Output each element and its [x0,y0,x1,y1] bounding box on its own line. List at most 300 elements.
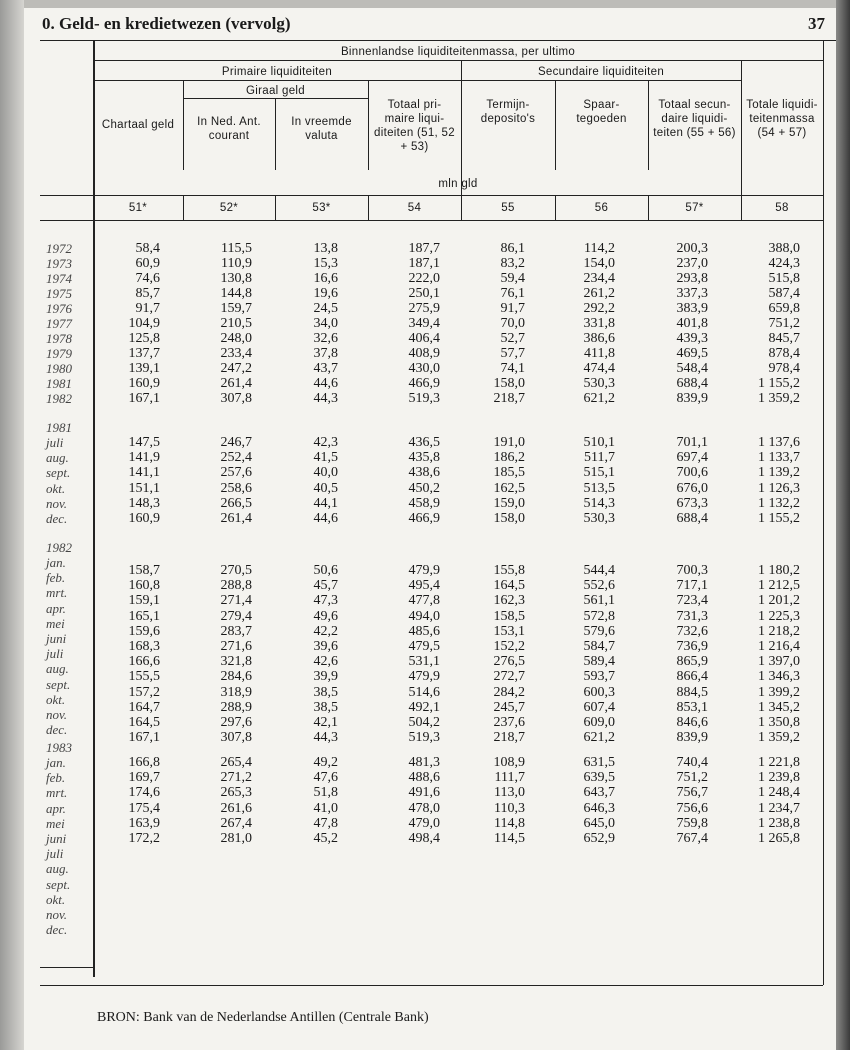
table-cell: 515,8 [768,271,800,286]
table-cell: 86,1 [500,241,525,256]
table-cell: 495,4 [408,578,440,594]
table-cell: 157,2 [128,684,160,700]
table-cell: 166,8 [128,755,160,770]
table-cell: 83,2 [500,256,525,271]
table-cell: 498,4 [408,831,440,846]
table-cell: 245,7 [493,699,525,715]
table-cell: 530,3 [583,511,615,526]
row-label: 1982 [46,391,72,406]
table-cell: 144,8 [220,286,252,301]
table-cell: 44,3 [313,391,338,406]
table-cell: 164,5 [128,715,160,730]
table-cell: 58,4 [135,241,160,256]
table-cell: 865,9 [676,654,708,670]
table-cell: 115,5 [221,241,252,256]
table-cell: 187,7 [408,241,440,256]
table-cell: 466,9 [408,511,440,526]
table-cell: 1 155,2 [758,376,800,391]
table-cell: 552,6 [583,578,615,594]
row-label: jan. [46,755,66,770]
table-cell: 1 201,2 [758,593,800,609]
super-header: Binnenlandse liquiditeitenmassa, per ultimo [340,46,576,58]
rule-col-58 [741,60,742,220]
table-cell: 673,3 [676,495,708,511]
unit-label: mln gld [438,178,478,190]
table-cell: 160,9 [128,511,160,526]
table-cell: 158,5 [493,608,525,624]
row-label: feb. [46,570,66,586]
block-year: 1982 [46,540,72,555]
table-cell: 697,4 [676,450,708,466]
row-label: apr. [46,600,66,616]
column-number: 56 [594,202,609,214]
table-cell: 411,8 [584,346,615,361]
column-header: In Ned. Ant. courant [197,116,261,142]
table-cell: 723,4 [676,593,708,609]
table-cell: 60,9 [135,256,160,271]
group-primary-header: Primaire liquiditeiten [221,66,333,78]
table-cell: 717,1 [676,578,708,594]
source-label: BRON: [97,1010,140,1025]
table-cell: 514,6 [408,684,440,700]
table-cell: 1 139,2 [758,465,800,481]
table-cell: 1 345,2 [758,699,800,715]
table-cell: 49,2 [313,755,338,770]
table-cell: 466,9 [408,376,440,391]
column-header: Chartaal geld [101,119,175,131]
table-cell: 74,6 [135,271,160,286]
table-cell: 652,9 [583,831,615,846]
table-cell: 257,6 [220,465,252,481]
row-label: mrt. [46,585,68,601]
table-cell: 1 234,7 [758,800,800,816]
table-cell: 1 359,2 [758,391,800,406]
table-cell: 511,7 [584,450,615,466]
rule-colnums [40,220,823,221]
row-label: okt. [46,891,66,907]
table-cell: 494,0 [408,608,440,624]
table-cell: 40,0 [313,465,338,481]
column-number: 53* [312,202,331,214]
table-cell: 47,3 [313,593,338,609]
table-cell: 261,2 [583,286,615,301]
table-cell: 74,1 [500,361,525,376]
column-number: 58 [775,202,789,214]
row-label: 1980 [46,361,72,376]
table-cell: 276,5 [493,654,525,670]
table-cell: 16,6 [313,271,338,286]
row-label: juni [46,831,67,846]
table-cell: 42,1 [313,715,338,730]
table-cell: 688,4 [676,511,708,526]
table-cell: 1 399,2 [758,684,800,700]
table-cell: 839,9 [676,391,708,406]
table-cell: 515,1 [583,465,615,481]
table-cell: 44,3 [313,730,338,746]
table-cell: 1 155,2 [758,511,800,526]
rule-col [648,80,649,170]
row-label: sept. [46,676,71,692]
table-cell: 51,8 [313,785,338,801]
table-cell: 621,2 [583,730,615,746]
row-label: 1976 [46,301,72,316]
table-cell: 108,9 [493,755,525,770]
table-cell: 1 238,8 [758,815,800,831]
table-cell: 110,3 [494,800,525,816]
table-cell: 44,6 [313,376,338,391]
table-cell: 271,4 [220,593,252,609]
table-cell: 111,7 [494,770,525,786]
table-cell: 589,4 [583,654,615,670]
row-label: mei [46,615,65,631]
table-cell: 218,7 [493,391,525,406]
rule-stub-bottom [40,967,93,968]
page-number: 37 [808,14,825,33]
table-cell: 401,8 [676,316,708,331]
table-cell: 267,4 [220,815,252,831]
row-label: aug. [46,861,69,877]
table-cell: 91,7 [500,301,525,316]
table-cell: 584,7 [583,639,615,654]
table-cell: 479,0 [408,815,440,831]
table-cell: 271,6 [220,639,252,654]
table-cell: 104,9 [128,316,160,331]
table-cell: 114,5 [494,831,525,846]
table-cell: 288,8 [220,578,252,594]
table-cell: 158,0 [493,376,525,391]
table-cell: 544,4 [583,563,615,578]
table-cell: 34,0 [313,316,338,331]
table-cell: 233,4 [220,346,252,361]
table-cell: 158,0 [493,511,525,526]
row-label: 1974 [46,271,72,286]
table-cell: 114,2 [584,241,615,256]
table-cell: 1 126,3 [758,480,800,496]
table-cell: 430,0 [408,361,440,376]
table-cell: 45,2 [313,831,338,846]
table-cell: 477,8 [408,593,440,609]
table-cell: 1 225,3 [758,608,800,624]
table-cell: 49,6 [313,608,338,624]
table-cell: 164,7 [128,699,160,715]
table-cell: 152,2 [493,639,525,654]
table-cell: 1 265,8 [758,831,800,846]
column-number: 52* [219,202,239,214]
rule-group-split [461,60,462,220]
table-cell: 248,0 [220,331,252,346]
row-label: nov. [46,907,68,922]
table-cell: 114,8 [494,815,525,831]
table-cell: 293,8 [676,271,708,286]
table-cell: 1 216,4 [758,639,800,654]
row-label: nov. [46,707,68,722]
row-label: 1978 [46,331,72,346]
table-cell: 700,3 [676,563,708,578]
table-cell: 548,4 [676,361,708,376]
table-cell: 485,6 [408,623,440,639]
table-cell: 159,6 [128,623,160,639]
table-cell: 688,4 [676,376,708,391]
table-cell: 42,2 [313,623,338,639]
table-cell: 866,4 [676,669,708,685]
table-cell: 756,6 [676,800,708,816]
table-cell: 1 350,8 [758,715,800,730]
row-label: juli [46,646,64,662]
table-cell: 846,6 [676,715,708,730]
table-cell: 261,4 [220,511,252,526]
table-cell: 252,4 [220,450,252,466]
row-label: 1981 [46,376,72,391]
table-cell: 1 397,0 [758,654,800,670]
row-label: mei [46,815,65,831]
table-cell: 174,6 [128,785,160,801]
table-cell: 491,6 [408,785,440,801]
column-header: Termijn- deposito's [480,99,536,125]
table-cell: 47,8 [313,815,338,831]
table-cell: 266,5 [220,495,252,511]
row-label: juli [46,435,64,450]
table-cell: 639,5 [583,770,615,786]
table-cell: 450,2 [408,480,440,496]
table-cell: 481,3 [408,755,440,770]
table-cell: 853,1 [676,699,708,715]
table-cell: 572,8 [583,608,615,624]
table-cell: 288,9 [220,699,252,715]
table-cell: 645,0 [583,815,615,831]
table-cell: 38,5 [313,684,338,700]
row-label: aug. [46,450,69,466]
table-cell: 1 218,2 [758,623,800,639]
table-cell: 321,8 [220,654,252,670]
table-cell: 839,9 [676,730,708,746]
table-cell: 281,0 [220,831,252,846]
table-cell: 767,4 [676,831,708,846]
column-header: Totaal secun- daire liquidi- teiten (55 + 56) [653,99,736,139]
table-cell: 283,7 [220,623,252,639]
table-cell: 279,4 [220,608,252,624]
block-year: 1981 [46,420,72,435]
table-cell: 609,0 [583,715,615,730]
table-cell: 270,5 [220,563,252,578]
table-cell: 175,4 [128,800,160,816]
table-cell: 337,3 [676,286,708,301]
table-cell: 579,6 [583,623,615,639]
table-cell: 76,1 [500,286,525,301]
table-cell: 643,7 [583,785,615,801]
table-cell: 479,9 [408,669,440,685]
table-cell: 147,5 [128,435,160,450]
row-label: okt. [46,691,66,707]
table-cell: 42,6 [313,654,338,670]
row-label: juli [46,846,64,862]
table-cell: 732,6 [676,623,708,639]
table-cell: 479,9 [408,563,440,578]
table-cell: 884,5 [676,684,708,700]
table-cell: 39,6 [313,639,338,654]
table-cell: 1 346,3 [758,669,800,685]
row-label: 1977 [46,316,72,331]
table-cell: 593,7 [583,669,615,685]
table-cell: 186,2 [493,450,525,466]
row-label: 1972 [46,241,72,256]
table-cell: 19,6 [313,286,338,301]
table-cell: 435,8 [408,450,440,466]
table-cell: 607,4 [583,699,615,715]
table-cell: 438,6 [408,465,440,481]
table-cell: 160,8 [128,578,160,594]
table-cell: 272,7 [493,669,525,685]
table-cell: 222,0 [408,271,440,286]
row-label: okt. [46,480,66,496]
row-label: sept. [46,876,71,892]
table-cell: 42,3 [313,435,338,450]
table-cell: 1 133,7 [758,450,800,466]
table-cell: 701,1 [676,435,708,450]
rule-col [275,98,276,170]
table-cell: 646,3 [583,800,615,816]
table-cell: 386,6 [583,331,615,346]
table-cell: 621,2 [583,391,615,406]
column-number: 51* [128,202,148,214]
table-cell: 510,1 [583,435,615,450]
table-cell: 24,5 [313,301,338,316]
table-cell: 166,6 [128,654,160,670]
table-cell: 141,9 [128,450,160,466]
rule-col [555,80,556,170]
column-header: Totaal pri- maire liqui- diteiten (51, 52 + 53) [374,99,455,153]
row-label: sept. [46,465,71,481]
table-cell: 52,7 [500,331,525,346]
table-cell: 160,9 [128,376,160,391]
table-cell: 265,3 [220,785,252,801]
table-cell: 169,7 [128,770,160,786]
table-cell: 731,3 [676,608,708,624]
table-cell: 162,5 [493,480,525,496]
table-cell: 458,9 [408,495,440,511]
table-cell: 162,3 [493,593,525,609]
table-cell: 37,8 [313,346,338,361]
table-cell: 1 212,5 [758,578,800,594]
table-cell: 155,8 [493,563,525,578]
table-cell: 139,1 [128,361,160,376]
table-cell: 1 359,2 [758,730,800,746]
table-cell: 130,8 [220,271,252,286]
group-giraal-header: Giraal geld [246,85,305,97]
table-cell: 436,5 [408,435,440,450]
table-cell: 631,5 [583,755,615,770]
table-cell: 155,5 [128,669,160,685]
row-label: mrt. [46,785,68,801]
table-cell: 165,1 [128,608,160,624]
table-cell: 479,5 [408,639,440,654]
table-cell: 159,7 [220,301,252,316]
binding-edge [836,0,850,1050]
table-cell: 91,7 [135,301,160,316]
table-cell: 200,3 [676,241,708,256]
table-cell: 474,4 [583,361,615,376]
table-cell: 307,8 [220,391,252,406]
table-cell: 210,5 [220,316,252,331]
table-cell: 488,6 [408,770,440,786]
table-cell: 519,3 [408,391,440,406]
column-number: 55 [501,202,515,214]
table-cell: 137,7 [128,346,160,361]
row-label: juni [46,631,67,646]
table-cell: 39,9 [313,669,338,685]
table-cell: 57,7 [500,346,525,361]
table-cell: 50,6 [313,563,338,578]
table-cell: 676,0 [676,480,708,496]
table-cell: 159,1 [128,593,160,609]
table-cell: 271,2 [220,770,252,786]
source-note [97,1010,429,1026]
table-cell: 158,7 [128,563,160,578]
table-cell: 265,4 [220,755,252,770]
table-cell: 561,1 [583,593,615,609]
table-cell: 47,6 [313,770,338,786]
table-cell: 113,0 [494,785,525,801]
table-cell: 469,5 [676,346,708,361]
table-cell: 44,6 [313,511,338,526]
row-label: 1973 [46,256,72,271]
table-cell: 45,7 [313,578,338,594]
table-cell: 43,7 [313,361,338,376]
table-cell: 519,3 [408,730,440,746]
row-label: dec. [46,722,68,738]
table-cell: 513,5 [583,480,615,496]
table-cell: 878,4 [768,346,800,361]
adjacent-page-edge [0,0,24,1050]
table-cell: 148,3 [128,495,160,511]
table-cell: 600,3 [583,684,615,700]
table-cell: 38,5 [313,699,338,715]
table-cell: 478,0 [408,800,440,816]
table-cell: 13,8 [313,241,338,256]
table-cell: 168,3 [128,639,160,654]
table-cell: 237,6 [493,715,525,730]
table-cell: 44,1 [313,495,338,511]
table-cell: 1 248,4 [758,785,800,801]
table-cell: 41,0 [313,800,338,816]
table-cell: 587,4 [768,286,800,301]
page-title: 0. Geld- en kredietwezen (vervolg) [42,14,291,33]
row-label: feb. [46,770,66,786]
table-cell: 85,7 [135,286,160,301]
row-label: nov. [46,495,68,511]
table-cell: 307,8 [220,730,252,746]
table-cell: 125,8 [128,331,160,346]
table-cell: 318,9 [220,684,252,700]
table-cell: 191,0 [493,435,525,450]
table-cell: 1 239,8 [758,770,800,786]
table-cell: 151,1 [128,480,160,496]
table-cell: 514,3 [583,495,615,511]
table-cell: 15,3 [313,256,338,271]
row-label: dec. [46,922,68,938]
table-cell: 756,7 [676,785,708,801]
table-cell: 110,9 [221,256,252,271]
table-cell: 258,6 [220,480,252,496]
table-cell: 40,5 [313,480,338,496]
row-label: dec. [46,511,68,526]
row-label: 1975 [46,286,72,301]
table-cell: 163,9 [128,815,160,831]
table-cell: 261,6 [220,800,252,816]
table-cell: 250,1 [408,286,440,301]
table-cell: 261,4 [220,376,252,391]
table-cell: 167,1 [128,391,160,406]
page-edge [0,0,850,8]
